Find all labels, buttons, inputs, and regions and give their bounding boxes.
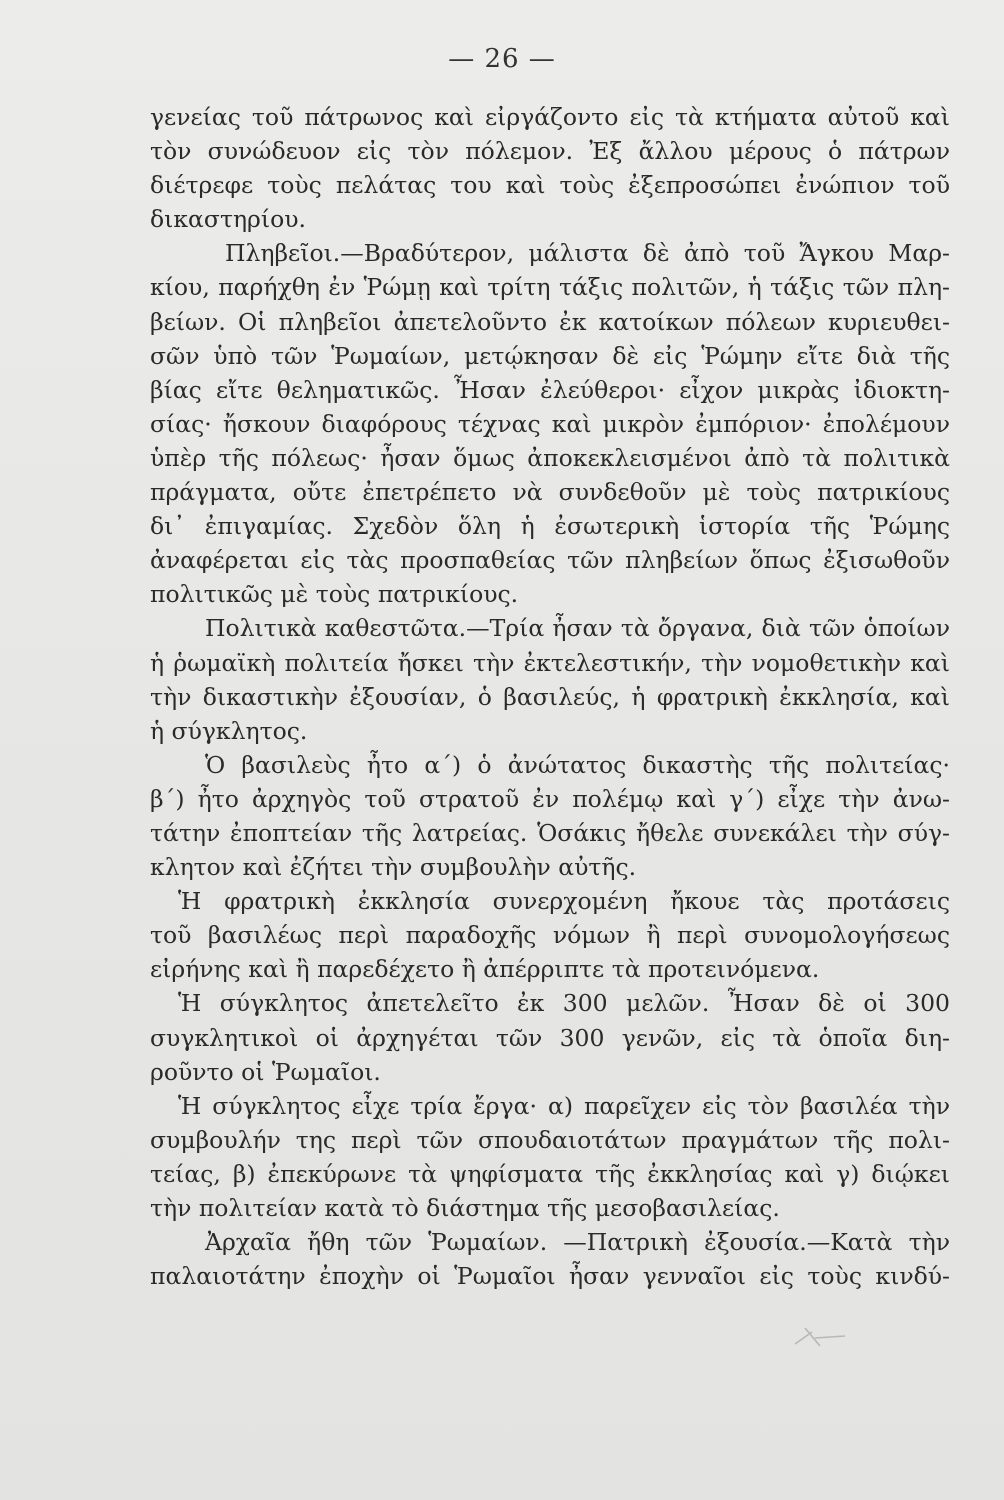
text-line: πολιτικῶς μὲ τοὺς πατρικίους. [150, 580, 519, 609]
text-line: τὴν πολιτείαν κατὰ τὸ διάστημα τῆς μεσοβασιλείας. [150, 1194, 780, 1222]
text-line: βίας εἴτε θεληματικῶς. Ἦσαν ἐλεύθεροι· εἶχον μικρὰς ἰδιοκτη- [150, 375, 950, 404]
text-line: τὴν δικαστικὴν ἐξουσίαν, ὁ βασιλεύς, ἡ φρατρικὴ ἐκκλησία, καὶ [150, 682, 950, 711]
text-line: κλητον καὶ ἐζήτει τὴν συμβουλὴν αὐτῆς. [150, 853, 637, 882]
text-line: τάτην ἐποπτείαν τῆς λατρείας. Ὁσάκις ἤθελε συνεκάλει τὴν σύγ- [150, 818, 950, 847]
text-line: Ὁ βασιλεὺς ἦτο α΄) ὁ ἀνώτατος δικαστὴς τῆς πολιτείας· [205, 750, 950, 779]
text-line: δι᾽ ἐπιγαμίας. Σχεδὸν ὅλη ἡ ἐσωτερικὴ ἱστορία τῆς Ῥώμης [150, 512, 950, 541]
text-line: πράγματα, οὔτε ἐπετρέπετο νὰ συνδεθοῦν μὲ τοὺς πατρικίους [150, 478, 950, 507]
text-line: σῶν ὑπὸ τῶν Ῥωμαίων, μετῴκησαν δὲ εἰς Ῥώμην εἴτε διὰ τῆς [150, 341, 950, 370]
page-number: — 26 — [448, 44, 556, 74]
text-line: τείας, β) ἐπεκύρωνε τὰ ψηφίσματα τῆς ἐκκλησίας καὶ γ) διῴκει [150, 1159, 950, 1188]
text-line: Ἀρχαῖα ἤθη τῶν Ῥωμαίων. —Πατρικὴ ἐξουσία.—Κατὰ τὴν [205, 1228, 950, 1257]
text-line: δικαστηρίου. [150, 205, 306, 234]
text-line: ὑπὲρ τῆς πόλεως· ἦσαν ὅμως ἀποκεκλεισμένοι ἀπὸ τὰ πολιτικὰ [150, 443, 950, 472]
text-line: ἀναφέρεται εἰς τὰς προσπαθείας τῶν πληβείων ὅπως ἐξισωθοῦν [150, 546, 950, 575]
text-line: Ἡ σύγκλητος ἀπετελεῖτο ἐκ 300 μελῶν. Ἦσαν δὲ οἱ 300 [178, 989, 950, 1018]
text-line: Πληβεῖοι.—Βραδύτερον, μάλιστα δὲ ἀπὸ τοῦ Ἄγκου Μαρ- [225, 239, 950, 268]
text-line: σίας· ἤσκουν διαφόρους τέχνας καὶ μικρὸν ἐμπόριον· ἐπολέμουν [150, 409, 950, 438]
text-line: εἰρήνης καὶ ἢ παρεδέχετο ἢ ἀπέρριπτε τὰ προτεινόμενα. [150, 955, 820, 984]
pencil-mark-icon [790, 1322, 850, 1352]
text-line: β΄) ἦτο ἀρχηγὸς τοῦ στρατοῦ ἐν πολέμῳ καὶ γ΄) εἶχε τὴν ἀνω- [150, 784, 950, 813]
text-line: τοῦ βασιλέως περὶ παραδοχῆς νόμων ἢ περὶ συνομολογήσεως [150, 921, 950, 950]
text-line: διέτρεφε τοὺς πελάτας του καὶ τοὺς ἐξεπροσώπει ἐνώπιον τοῦ [150, 171, 950, 200]
body-text [150, 100, 950, 1293]
text-line: συμβουλήν της περὶ τῶν σπουδαιοτάτων πραγμάτων τῆς πολι- [150, 1125, 950, 1154]
text-line: ἡ ῥωμαϊκὴ πολιτεία ἤσκει τὴν ἐκτελεστικήν, τὴν νομοθετικὴν καὶ [150, 648, 950, 677]
text-line: τὸν συνώδευον εἰς τὸν πόλεμον. Ἐξ ἄλλου μέρους ὁ πάτρων [150, 137, 950, 166]
text-line: ἡ σύγκλητος. [150, 716, 308, 745]
text-line: παλαιοτάτην ἐποχὴν οἱ Ῥωμαῖοι ἦσαν γενναῖοι εἰς τοὺς κινδύ- [150, 1262, 950, 1291]
text-line: συγκλητικοὶ οἱ ἀρχηγέται τῶν 300 γενῶν, εἰς τὰ ὁποῖα διη- [150, 1023, 950, 1052]
text-line: κίου, παρήχθη ἐν Ῥώμῃ καὶ τρίτη τάξις πολιτῶν, ἡ τάξις τῶν πλη- [150, 273, 950, 302]
text-line: ροῦντο οἱ Ῥωμαῖοι. [150, 1057, 381, 1086]
text-line: Πολιτικὰ καθεστῶτα.—Τρία ἦσαν τὰ ὄργανα, διὰ τῶν ὁποίων [205, 614, 950, 643]
text-line: βείων. Οἱ πληβεῖοι ἀπετελοῦντο ἐκ κατοίκων πόλεων κυριευθει- [150, 307, 950, 336]
text-line: γενείας τοῦ πάτρωνος καὶ εἰργάζοντο εἰς τὰ κτήματα αὐτοῦ καὶ [150, 103, 950, 131]
text-line: Ἡ φρατρικὴ ἐκκλησία συνερχομένη ἤκουε τὰς προτάσεις [178, 887, 950, 916]
text-line: Ἡ σύγκλητος εἶχε τρία ἔργα· α) παρεῖχεν εἰς τὸν βασιλέα τὴν [178, 1091, 950, 1120]
